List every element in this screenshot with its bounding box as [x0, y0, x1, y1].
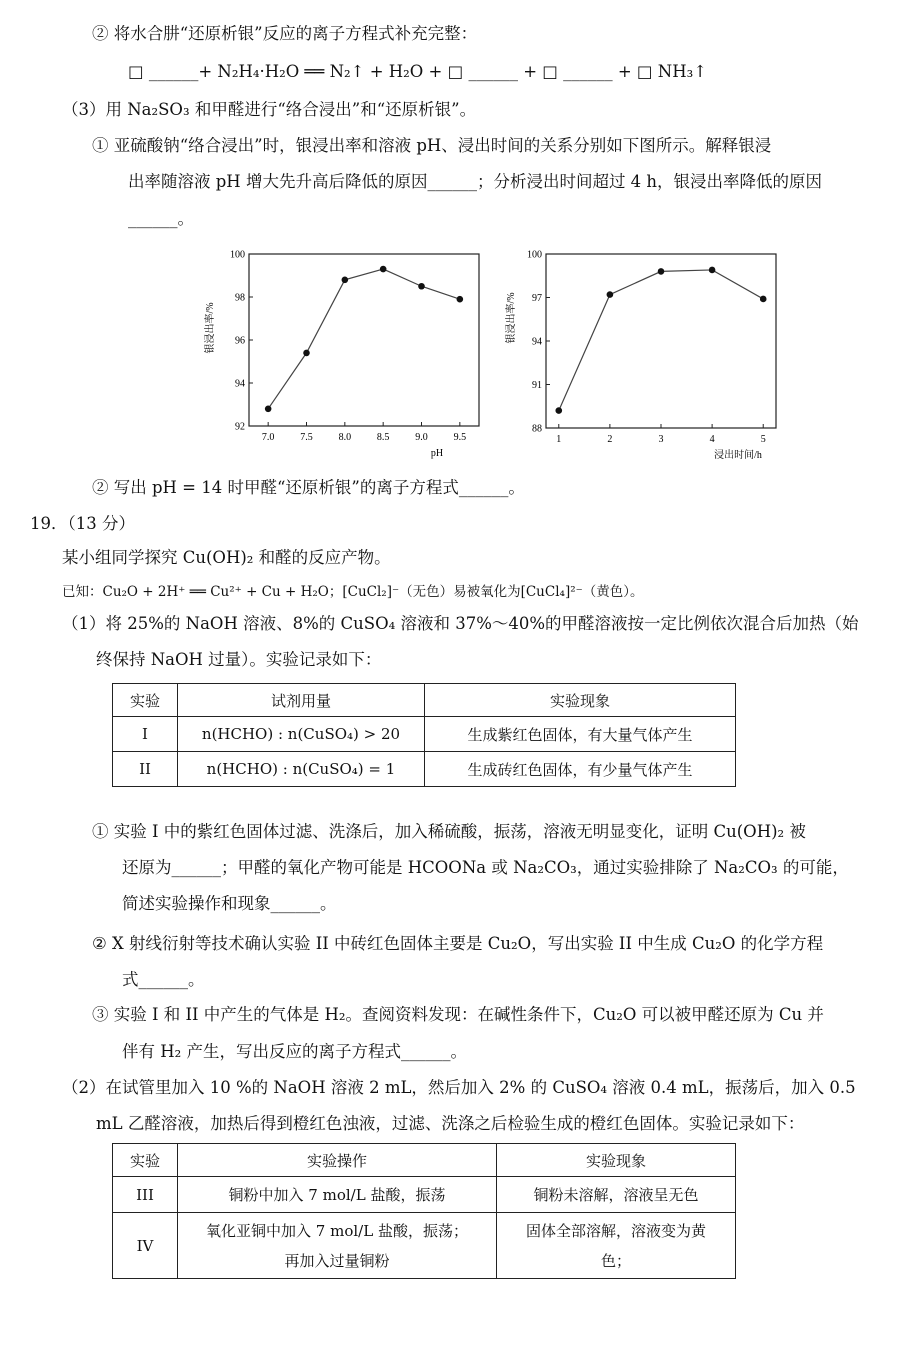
q19-sub1-line2: 终保持 NaOH 过量）。实验记录如下： — [96, 650, 382, 669]
experiment-table-1 — [112, 683, 736, 787]
chart-time-data-point — [658, 268, 665, 275]
chart-time-y-tick-label: 94 — [532, 336, 542, 348]
q19-s1-item1-l2: 还原为______；甲醛的氧化产物可能是 HCOONa 或 Na₂CO₃，通过实验排除了 Na₂CO₃ 的可能， — [122, 858, 849, 877]
table1-header-cell: 实验 — [113, 684, 178, 717]
chart-ph-x-tick-label: 9.0 — [415, 432, 428, 443]
table2-cell: IV — [113, 1213, 178, 1279]
chart-time-x-tick-label: 2 — [607, 434, 613, 445]
q18-sub3-item1-line1: ① 亚硫酸钠“络合浸出”时，银浸出率和溶液 pH、浸出时间的关系分别如下图所示。解释银浸 — [92, 136, 772, 155]
chart-time-y-tick-label: 97 — [532, 293, 542, 304]
chart-ph-y-tick-label: 98 — [235, 292, 245, 304]
table1-cell: I — [113, 717, 178, 752]
chart-ph-x-tick-label: 9.5 — [453, 432, 467, 443]
table2-cell-line: 色； — [600, 1251, 631, 1270]
q19-intro: 某小组同学探究 Cu(OH)₂ 和醛的反应产物。 — [62, 548, 391, 567]
q19-s1-item3-l1: ③ 实验 I 和 II 中产生的气体是 H₂。查阅资料发现：在碱性条件下，Cu₂O 可以被甲醛还原为 Cu 并 — [92, 1005, 824, 1024]
table2-cell — [497, 1213, 736, 1279]
table2-header-cell: 实验操作 — [178, 1144, 497, 1177]
table1-header-row — [113, 684, 736, 717]
q19-s1-item3-l2: 伴有 H₂ 产生，写出反应的离子方程式______。 — [122, 1042, 467, 1061]
table2-cell-line: 再加入过量铜粉 — [284, 1251, 390, 1270]
chart-time-data-point — [709, 267, 716, 274]
chart-ph-data-point — [380, 266, 387, 273]
chart-time-y-tick-label: 88 — [532, 423, 542, 435]
q19-sub2-line2: mL 乙醛溶液，加热后得到橙红色浊液，过滤、洗涤之后检验生成的橙红色固体。实验记录如下： — [96, 1114, 805, 1133]
table1-row — [113, 717, 736, 752]
q19-s1-item1-l1: ① 实验 I 中的紫红色固体过滤、洗涤后，加入稀硫酸，振荡，溶液无明显变化，证明 Cu(OH)₂ 被 — [92, 822, 806, 841]
table2-cell: III — [113, 1177, 178, 1213]
q19-known: 已知：Cu₂O + 2H⁺ ══ Cu²⁺ + Cu + H₂O；[CuCl₂]⁻（无色）易被氧化为[CuCl₄]²⁻（黄色）。 — [62, 584, 644, 600]
chart-ph-y-tick-label: 96 — [235, 335, 245, 347]
table2-header-row — [113, 1144, 736, 1177]
table2-row — [113, 1213, 736, 1279]
table1-cell: 生成紫红色固体，有大量气体产生 — [425, 717, 736, 752]
table1-row — [113, 752, 736, 787]
table2-cell: 铜粉未溶解，溶液呈无色 — [497, 1177, 736, 1213]
q19-s1-item1-l3: 简述实验操作和现象______。 — [122, 894, 337, 913]
chart-time-x-tick-label: 1 — [556, 434, 562, 445]
chart-time-y-tick-label: 100 — [527, 249, 542, 261]
chart-time-x-tick-label: 3 — [658, 434, 664, 445]
chart-time-data-point — [555, 407, 562, 414]
chart-time-ylabel: 银浸出率/% — [506, 292, 517, 344]
chart-ph-data-point — [418, 283, 425, 290]
table2-header-cell: 实验现象 — [497, 1144, 736, 1177]
chart-ph-data-point — [457, 296, 464, 303]
experiment-table-2 — [112, 1143, 736, 1279]
table1-header-cell: 试剂用量 — [178, 684, 425, 717]
chart-ph-series-line — [268, 269, 460, 409]
table1-cell: II — [113, 752, 178, 787]
chart-ph-y-tick-label: 92 — [235, 421, 245, 433]
q19-s1-item2-l2: 式______。 — [122, 970, 205, 989]
table2-cell: 铜粉中加入 7 mol/L 盐酸，振荡 — [178, 1177, 497, 1213]
chart-ph-data-point — [342, 277, 349, 284]
chart-ph-vs-silver-leaching — [195, 238, 495, 468]
q19-sub1-line1: （1）将 25%的 NaOH 溶液、8%的 CuSO₄ 溶液和 37%～40%的甲醛溶液按一定比例依次混合后加热（始 — [62, 614, 859, 633]
table2-cell-line: 固体全部溶解，溶液变为黄 — [525, 1221, 706, 1240]
chart-time-vs-silver-leaching — [500, 238, 790, 468]
chart-ph-frame — [249, 254, 479, 426]
chart-time-y-tick-label: 91 — [532, 380, 542, 391]
chart-time-xlabel: 浸出时间/h — [714, 450, 762, 461]
table2-header-cell: 实验 — [113, 1144, 178, 1177]
q18-equation: □ ______+ N₂H₄·H₂O ══ N₂↑ + H₂O + □ ______ + □ ______ + □ NH₃↑ — [128, 62, 708, 81]
table1-cell: 生成砖红色固体，有少量气体产生 — [425, 752, 736, 787]
q18-sub3-intro: （3）用 Na₂SO₃ 和甲醛进行“络合浸出”和“还原析银”。 — [62, 100, 477, 119]
q19-s1-item2-l1: ② X 射线衍射等技术确认实验 II 中砖红色固体主要是 Cu₂O，写出实验 II 中生成 Cu₂O 的化学方程 — [92, 934, 824, 953]
chart-ph-x-tick-label: 8.0 — [338, 432, 352, 443]
chart-time-data-point — [760, 296, 767, 303]
chart-ph-xlabel: pH — [430, 448, 444, 459]
table2-cell — [178, 1213, 497, 1279]
table2-cell-line: 氧化亚铜中加入 7 mol/L 盐酸，振荡； — [206, 1221, 468, 1240]
table2-row — [113, 1177, 736, 1213]
q18-sub3-item2: ② 写出 pH = 14 时甲醛“还原析银”的离子方程式______。 — [92, 478, 525, 497]
table1-cell: n(HCHO) : n(CuSO₄) > 20 — [178, 717, 425, 752]
chart-time-series-line — [559, 270, 763, 411]
chart-time-frame — [546, 254, 776, 428]
chart-time-x-tick-label: 4 — [709, 434, 715, 445]
q19-header: 19．（13 分） — [30, 514, 135, 533]
chart-ph-x-tick-label: 7.0 — [261, 432, 275, 443]
chart-ph-y-tick-label: 100 — [230, 249, 245, 261]
q18-sub2-item2: ② 将水合肼“还原析银”反应的离子方程式补充完整： — [92, 24, 478, 43]
chart-ph-data-point — [303, 350, 310, 357]
chart-time-data-point — [607, 291, 614, 298]
chart-ph-ylabel: 银浸出率/% — [205, 302, 216, 354]
table1-cell: n(HCHO) : n(CuSO₄) = 1 — [178, 752, 425, 787]
table1-header-cell: 实验现象 — [425, 684, 736, 717]
chart-ph-data-point — [265, 406, 272, 413]
chart-ph-y-tick-label: 94 — [235, 378, 245, 390]
q18-sub3-item1-line3: ______。 — [128, 209, 194, 228]
chart-time-x-tick-label: 5 — [760, 434, 766, 445]
q19-sub2-line1: （2）在试管里加入 10 %的 NaOH 溶液 2 mL，然后加入 2% 的 CuSO₄ 溶液 0.4 mL，振荡后，加入 0.5 — [62, 1078, 856, 1097]
chart-ph-x-tick-label: 8.5 — [376, 432, 390, 443]
chart-ph-x-tick-label: 7.5 — [300, 432, 313, 443]
q18-sub3-item1-line2: 出率随溶液 pH 增大先升高后降低的原因______；分析浸出时间超过 4 h，银浸出率降低的原因 — [128, 172, 823, 191]
